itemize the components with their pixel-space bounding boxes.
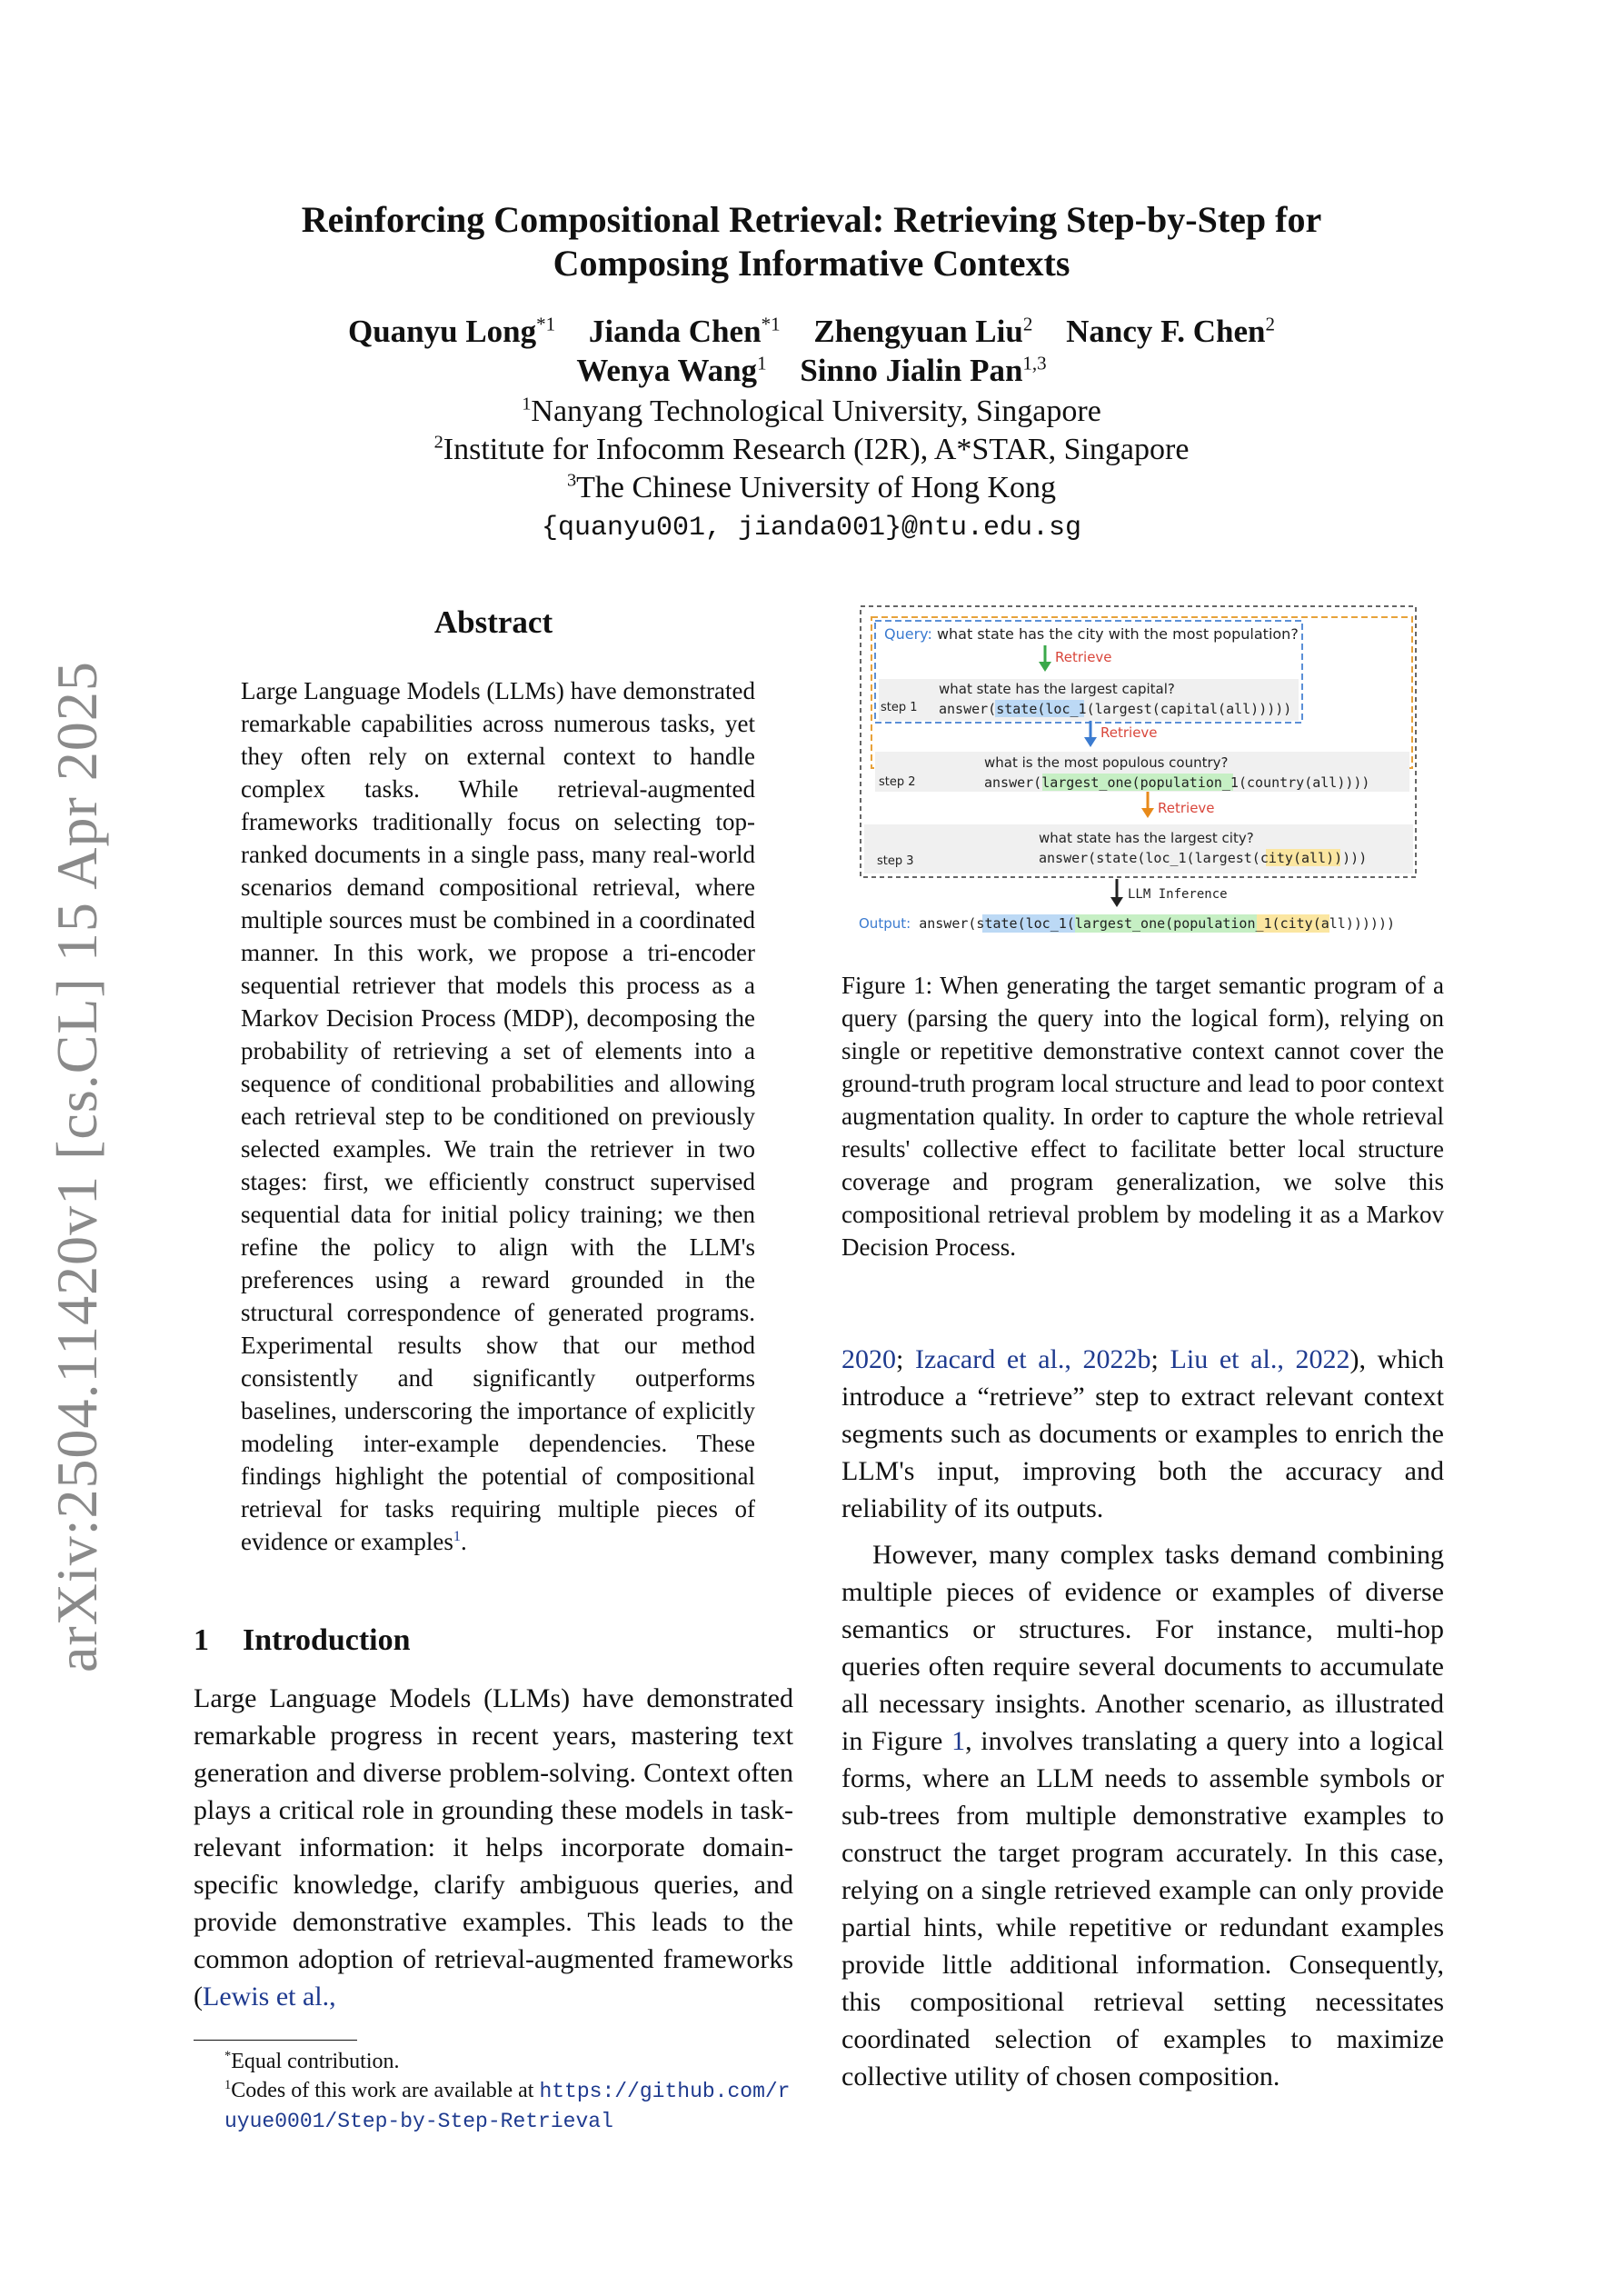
paragraph-text: ), which introduce a “retrieve” step to extract relevant context segments such as documents or examples to enrich the LLM's input, improving both the accuracy and reliability of its outputs. <box>841 1344 1444 1523</box>
step3-code <box>1039 850 1367 866</box>
author-name: Wenya Wang <box>576 353 758 388</box>
footnote-mark: * <box>224 2049 232 2063</box>
code-part-highlight: state(loc_1( <box>976 915 1075 932</box>
retrieve-label-2: Retrieve <box>1100 724 1158 741</box>
footnote-mark: 1 <box>224 2078 232 2092</box>
query-text: what state has the city with the most population? <box>931 625 1299 643</box>
code-part-highlight: largest_one(population_1( <box>1074 915 1280 932</box>
author-sup: 2 <box>1022 313 1033 335</box>
author-line-1 <box>164 313 1459 351</box>
author-name: Zhengyuan Liu <box>813 314 1023 349</box>
paper-title <box>164 198 1459 285</box>
code-part: (country(all)))) <box>1238 774 1370 791</box>
author-sup: 1,3 <box>1022 352 1047 374</box>
blue-arrowhead-icon <box>1084 737 1097 747</box>
code-part: answer( <box>939 701 997 717</box>
llm-inference-label: LLM Inference <box>1128 887 1228 902</box>
code-link[interactable]: https://github.com/ruyue0001/Step-by-Step-Retrieval <box>224 2080 791 2133</box>
section-title: Introduction <box>243 1623 411 1657</box>
footnote-ref[interactable]: 1 <box>453 1528 461 1544</box>
author-name: Sinno Jialin Pan <box>800 353 1023 388</box>
footnote-text: Codes of this work are available at <box>231 2079 540 2102</box>
code-part: )))) <box>1334 850 1368 866</box>
citation-link[interactable]: Liu et al., 2022 <box>1170 1344 1350 1374</box>
footnotes <box>194 2047 802 2136</box>
orange-arrowhead-icon <box>1141 808 1154 818</box>
paragraph-1: 2020; Izacard et al., 2022b; Liu et al., 2022), which introduce a “retrieve” step to extract relevant context segments such as documents or examples to enrich the LLM's input, improving both the accuracy and reliability of its outputs. <box>841 1344 1444 1523</box>
title-line-2: Composing Informative Contexts <box>553 243 1070 284</box>
citation-link[interactable]: Izacard et al., 2022b <box>915 1344 1151 1374</box>
paragraph-2 <box>841 1536 1444 2095</box>
author-sup: 2 <box>1265 313 1276 335</box>
paragraph-text: However, many complex tasks demand combining multiple pieces of evidence or examples of diverse semantics or structures. For instance, multi-hop queries often require several documents to accumulate all necessary insights. Another scenario, as illustrated in Figure <box>841 1540 1444 1756</box>
citation-link[interactable]: Lewis et al., <box>203 1982 336 2011</box>
affiliation-text: Institute for Infocomm Research (I2R), A*STAR, Singapore <box>443 433 1190 466</box>
author-name: Nancy F. Chen <box>1066 314 1266 349</box>
step3-question: what state has the largest city? <box>1039 830 1254 846</box>
intro-text: Large Language Models (LLMs) have demonstrated remarkable progress in recent years, mastering text generation and diverse problem-solving. Context often plays a critical role in grounding these models in task-relevant information: it helps incorporate domain-specific knowledge, clarify ambiguous queries, and provide demonstrative examples. This leads to the common adoption of retrieval-augmented frameworks ( <box>194 1683 793 2011</box>
step1-question: what state has the largest capital? <box>939 681 1175 697</box>
step1-code <box>939 701 1291 717</box>
affiliation-sup: 3 <box>566 470 577 491</box>
code-part: answer( <box>984 774 1042 791</box>
black-arrowhead-icon <box>1110 897 1123 907</box>
code-part: answer(state(loc_1(largest( <box>1039 850 1260 866</box>
right-column-text <box>841 1341 1444 2095</box>
retrieve-label-3: Retrieve <box>1158 800 1215 816</box>
step3-label: step 3 <box>877 854 914 868</box>
author-sup: 1 <box>757 352 767 374</box>
code-part-highlight: city(all) <box>1279 915 1354 932</box>
citation-link[interactable]: 2020 <box>841 1344 896 1374</box>
author-sup: *1 <box>761 313 781 335</box>
affiliation-text: The Chinese University of Hong Kong <box>576 471 1057 504</box>
code-part-highlight: city(all) <box>1260 850 1335 866</box>
code-part: (largest(capital(all))))) <box>1086 701 1292 717</box>
query-line <box>884 625 1299 643</box>
author-name: Jianda Chen <box>588 314 762 349</box>
code-part-highlight: largest_one(population_1 <box>1041 774 1239 791</box>
affiliation-text: Nanyang Technological University, Singapore <box>531 394 1101 428</box>
code-part: ))))) <box>1353 915 1396 932</box>
code-part: answer( <box>911 915 977 932</box>
green-arrowhead-icon <box>1039 662 1051 672</box>
abstract-period: . <box>460 1528 467 1555</box>
abstract-text: Large Language Models (LLMs) have demonstrated remarkable capabilities across numerous tasks, yet they often rely on external context to handle complex tasks. While retrieval-augmented frameworks traditionally focus on selecting top-ranked documents in a single pass, many real-world scenarios demand compositional retrieval, where multiple sources must be combined in a coordinated manner. In this work, we propose a tri-encoder sequential retriever that models this process as a Markov Decision Process (MDP), decomposing the probability of retrieving a set of elements into a sequence of conditional probabilities and allowing each retrieval step to be conditioned on previously selected examples. We train the retriever in two stages: first, we efficiently construct supervised sequential data for initial policy training; we then refine the policy to align with the LLM's preferences using a reward grounded in the structural correspondence of generated programs. Experimental results show that our method consistently and significantly outperforms baselines, underscoring the importance of explicitly modeling inter-example dependencies. These findings highlight the potential of compositional retrieval for tasks requiring multiple pieces of evidence or examples <box>241 677 755 1555</box>
step2-code <box>984 774 1369 791</box>
affiliation-1 <box>164 393 1459 431</box>
output-line <box>859 915 1395 932</box>
intro-paragraph <box>194 1680 793 2015</box>
affiliation-sup: 1 <box>522 394 532 414</box>
footnote-text: Equal contribution. <box>231 2050 400 2073</box>
figure-ref-link[interactable]: 1 <box>951 1726 966 1756</box>
author-sup: *1 <box>536 313 556 335</box>
code-part-highlight: state(loc_1 <box>996 701 1087 717</box>
figure-1-caption: Figure 1: When generating the target semantic program of a query (parsing the query into the logical form), relying on single or repetitive demonstrative context cannot cover the ground-truth program local structure and lead to poor context augmentation quality. In order to capture the whole retrieval results' collective effect to facilitate better local structure coverage and program generalization, we solve this compositional retrieval problem by modeling it as a Markov Decision Process. <box>841 972 1444 1261</box>
author-name: Quanyu Long <box>347 314 537 349</box>
footnote-code <box>194 2076 802 2136</box>
section-heading-introduction <box>194 1623 411 1658</box>
author-line-2 <box>164 352 1459 390</box>
footnote-rule <box>194 2040 357 2041</box>
abstract-heading: Abstract <box>433 604 553 640</box>
step2-question: what is the most populous country? <box>984 754 1229 771</box>
title-line-1: Reinforcing Compositional Retrieval: Retrieving Step-by-Step for <box>301 199 1322 240</box>
figure-1-diagram <box>859 604 1427 939</box>
abstract-body <box>241 674 755 1558</box>
step1-label: step 1 <box>881 701 918 714</box>
footnote-equal-contribution <box>194 2047 802 2076</box>
step2-label: step 2 <box>879 775 916 789</box>
output-label: Output: <box>859 915 911 932</box>
affiliation-sup: 2 <box>433 432 443 453</box>
arxiv-watermark: arXiv:2504.11420v1 [cs.CL] 15 Apr 2025 <box>45 661 109 1672</box>
author-email: {quanyu001, jianda001}@ntu.edu.sg <box>541 513 1082 544</box>
affiliation-3 <box>164 469 1459 507</box>
paragraph-text: , involves translating a query into a logical forms, where an LLM needs to assemble symbols or sub-trees from multiple demonstrative examples to construct the target program accurately. In this case, relying on a single retrieved example can only provide partial hints, while repetitive or redundant examples provide little additional information. Consequently, this compositional retrieval setting necessitates coordinated selection of examples to maximize collective utility of chosen composition. <box>841 1726 1444 2091</box>
retrieve-label-1: Retrieve <box>1055 649 1112 665</box>
query-label: Query: <box>884 625 932 643</box>
section-number: 1 <box>194 1623 209 1657</box>
affiliation-2 <box>164 431 1459 469</box>
